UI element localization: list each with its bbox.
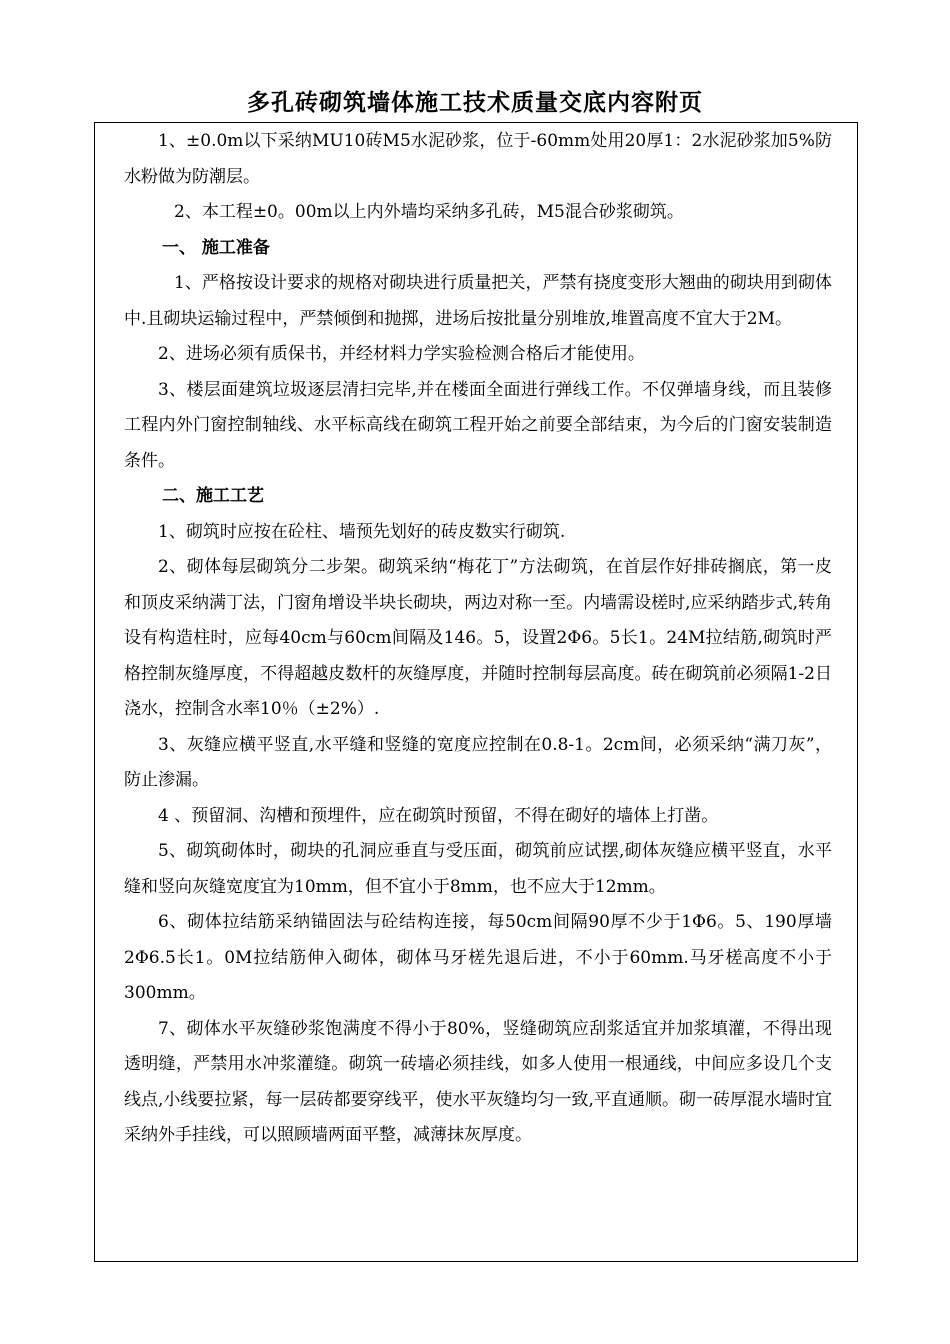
paragraph: 2、进场必须有质保书，并经材料力学实验检测合格后才能使用。 [158,344,645,364]
paragraph: 4 、预留洞、沟槽和预埋件，应在砌筑时预留，不得在砌好的墙体上打凿。 [158,805,719,826]
paragraph: 6、砌体拉结筋采纳锚固法与砼结构连接，每50cm间隔90厚不少于1Φ6。5、190厚墙2Φ6.5长1。0M拉结筋伸入砌体，砌体马牙槎先退后进，不小于60mm.马牙槎高度不小于300mm。 [124,912,832,1003]
paragraph: 7、砌体水平灰缝砂浆饱满度不得小于80%，竖缝砌筑应刮浆适宜并加浆填灌，不得出现透明缝，严禁用水冲浆灌缝。砌筑一砖墙必须挂线，如多人使用一根通线，中间应多设几个支线点,小线要拉紧，每一层砖都要穿线平，使水平灰缝均匀一致,平直通顺。砌一砖厚混水墙时宜采纳外手挂线，可以照顾墙两面平整，减薄抹灰厚度。 [124,1018,832,1145]
paragraph: 1、砌筑时应按在砼柱、墙预先划好的砖皮数实行砌筑. [158,521,566,542]
paragraph: 5、砌筑砌体时，砌块的孔洞应垂直与受压面，砌筑前应试摆,砌体灰缝应横平竖直，水平缝和竖向灰缝宽度宜为10mm，但不宜小于8mm，也不应大于12mm。 [124,841,832,897]
paragraph: 3、灰缝应横平竖直,水平缝和竖缝的宽度应控制在0.8-1。2cm间，必须采纳“满刀灰”，防止渗漏。 [124,734,832,790]
paragraph: 2、本工程±0。00m以上内外墙均采纳多孔砖，M5混合砂浆砌筑。 [174,202,684,222]
paragraph: 2、砌体每层砌筑分二步架。砌筑采纳“梅花丁”方法砌筑，在首层作好排砖搁底，第一皮和顶皮采纳满丁法，门窗角增设半块长砌块，两边对称一至。内墙需设槎时,应采纳踏步式,转角设有构造柱时，应每40cm与60cm间隔及146。5，设置2Φ6。5长1。24M拉结筋,砌筑时严格控制灰缝厚度，不得超越皮数杆的灰缝厚度，并随时控制每层高度。砖在砌筑前必须隔1-2日浇水，控制含水率10％（±2%）. [124,557,832,719]
page-title: 多孔砖砌筑墙体施工技术质量交底内容附页 [247,89,703,116]
paragraph: 1、±0.0m以下采纳MU10砖M5水泥砂浆，位于-60mm处用20厚1：2水泥砂浆加5%防水粉做为防潮层。 [124,131,832,187]
section-heading: 一、 施工准备 [162,237,270,258]
paragraph: 1、严格按设计要求的规格对砌块进行质量把关，严禁有挠度变形大翘曲的砌块用到砌体中.且砌块运输过程中，严禁倾倒和抛掷，进场后按批量分别堆放,堆置高度不宜大于2M。 [124,273,832,329]
document-body [124,124,832,1154]
paragraph: 3、楼层面建筑垃圾逐层清扫完毕,并在楼面全面进行弹线工作。不仅弹墙身线，而且装修工程内外门窗控制轴线、水平标高线在砌筑工程开始之前要全部结束，为今后的门窗安装制造条件。 [124,379,832,471]
section-heading: 二、施工工艺 [162,486,264,506]
